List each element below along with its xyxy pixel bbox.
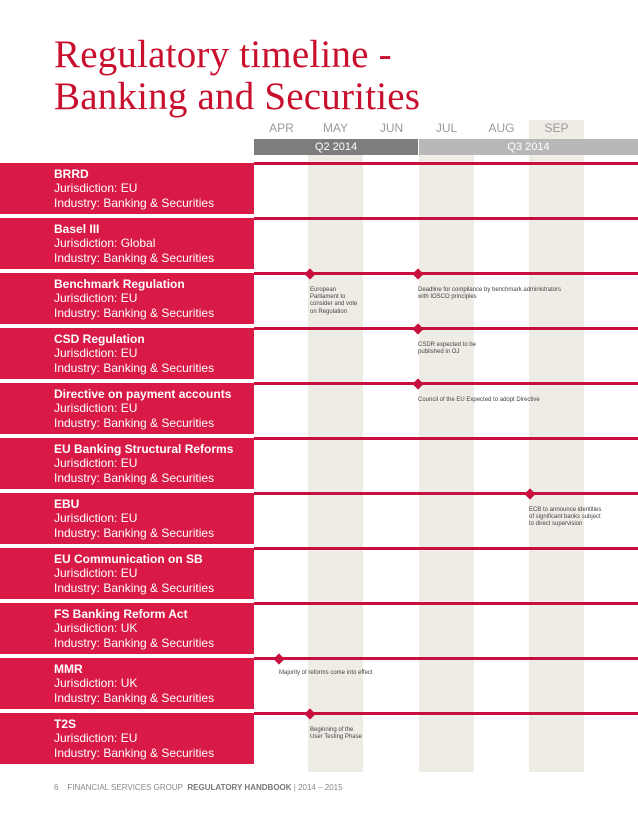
month-apr: APR [269, 121, 294, 135]
regulation-industry: Industry: Banking & Securities [54, 306, 215, 320]
regulation-industry: Industry: Banking & Securities [54, 196, 215, 210]
timeline-line [254, 492, 638, 495]
regulation-row [0, 328, 254, 379]
milestone-note-benchmark-ep: European Parliament to consider and vote on Regulation [310, 287, 358, 315]
regulation-industry: Industry: Banking & Securities [54, 636, 215, 650]
regulation-name: Directive on payment accounts [54, 387, 232, 401]
timeline-line [254, 382, 638, 385]
month-jun: JUN [379, 121, 404, 135]
milestone-note-ebu: ECB to announce identities of significant banks subject to direct supervision [529, 507, 602, 528]
timeline-line [254, 327, 638, 330]
regulation-jurisdiction: Jurisdiction: EU [54, 566, 138, 580]
regulation-jurisdiction: Jurisdiction: EU [54, 346, 138, 360]
milestone-note-t2s: Beginning of the User Testing Phase [310, 727, 362, 741]
milestone-note-mmr: Majority of reforms come into effect [279, 670, 373, 676]
month-sep: SEP [544, 121, 569, 135]
regulation-jurisdiction: Jurisdiction: UK [54, 621, 138, 635]
regulation-row [0, 658, 254, 709]
milestone-note-payment: Council of the EU Expected to adopt Directive [418, 397, 540, 403]
quarter-q3: Q3 2014 [419, 139, 638, 155]
regulation-row [0, 548, 254, 599]
month-aug: AUG [488, 121, 515, 135]
month-jul: JUL [435, 121, 458, 135]
regulation-row [0, 603, 254, 654]
page-footer [54, 783, 343, 792]
regulation-name: BRRD [54, 167, 89, 181]
regulation-jurisdiction: Jurisdiction: EU [54, 181, 138, 195]
page-title [54, 34, 420, 118]
timeline-line [254, 217, 638, 220]
regulation-jurisdiction: Jurisdiction: EU [54, 291, 138, 305]
regulation-name: Benchmark Regulation [54, 277, 185, 291]
regulation-row [0, 163, 254, 214]
regulation-name: T2S [54, 717, 77, 731]
regulation-name: Basel III [54, 222, 100, 236]
regulation-jurisdiction: Jurisdiction: Global [54, 236, 156, 250]
regulation-industry: Industry: Banking & Securities [54, 471, 215, 485]
regulation-industry: Industry: Banking & Securities [54, 691, 215, 705]
footer-years: | 2014 – 2015 [293, 783, 343, 792]
regulation-jurisdiction: Jurisdiction: EU [54, 731, 138, 745]
milestone-diamond [273, 653, 284, 664]
regulation-name: EU Banking Structural Reforms [54, 442, 234, 456]
regulation-jurisdiction: Jurisdiction: EU [54, 456, 138, 470]
regulation-name: EBU [54, 497, 80, 511]
timeline-line [254, 547, 638, 550]
timeline-line [254, 162, 638, 165]
regulation-jurisdiction: Jurisdiction: EU [54, 401, 138, 415]
regulation-row [0, 273, 254, 324]
regulation-jurisdiction: Jurisdiction: UK [54, 676, 138, 690]
regulation-industry: Industry: Banking & Securities [54, 416, 215, 430]
regulation-industry: Industry: Banking & Securities [54, 251, 215, 265]
month-band-may [308, 155, 363, 772]
regulation-name: FS Banking Reform Act [54, 607, 188, 621]
month-may: MAY [322, 121, 349, 135]
regulation-row [0, 493, 254, 544]
regulation-row [0, 438, 254, 489]
month-band-jul [418, 155, 477, 772]
regulation-name: MMR [54, 662, 83, 676]
quarter-q2: Q2 2014 [254, 139, 418, 155]
timeline-line [254, 657, 638, 660]
milestone-note-benchmark-deadline: Deadline for compliance by benchmark administrators with IOSCO principles [418, 287, 562, 301]
footer-handbook: REGULATORY HANDBOOK [187, 783, 292, 792]
footer-group: FINANCIAL SERVICES GROUP [67, 783, 183, 792]
regulation-jurisdiction: Jurisdiction: EU [54, 511, 138, 525]
timeline-line [254, 437, 638, 440]
page-number: 6 [54, 783, 59, 792]
regulation-industry: Industry: Banking & Securities [54, 581, 215, 595]
timeline-line [254, 602, 638, 605]
regulation-industry: Industry: Banking & Securities [54, 526, 215, 540]
regulation-name: CSD Regulation [54, 332, 145, 346]
regulation-name: EU Communication on SB [54, 552, 203, 566]
title-line-1: Regulatory timeline - [54, 33, 392, 76]
regulation-row [0, 218, 254, 269]
regulation-row [0, 713, 254, 764]
title-line-2: Banking and Securities [54, 75, 421, 118]
regulation-industry: Industry: Banking & Securities [54, 361, 215, 375]
milestone-note-csd: CSDR expected to be published in OJ [418, 342, 477, 356]
regulation-row [0, 383, 254, 434]
regulation-industry: Industry: Banking & Securities [54, 746, 215, 760]
